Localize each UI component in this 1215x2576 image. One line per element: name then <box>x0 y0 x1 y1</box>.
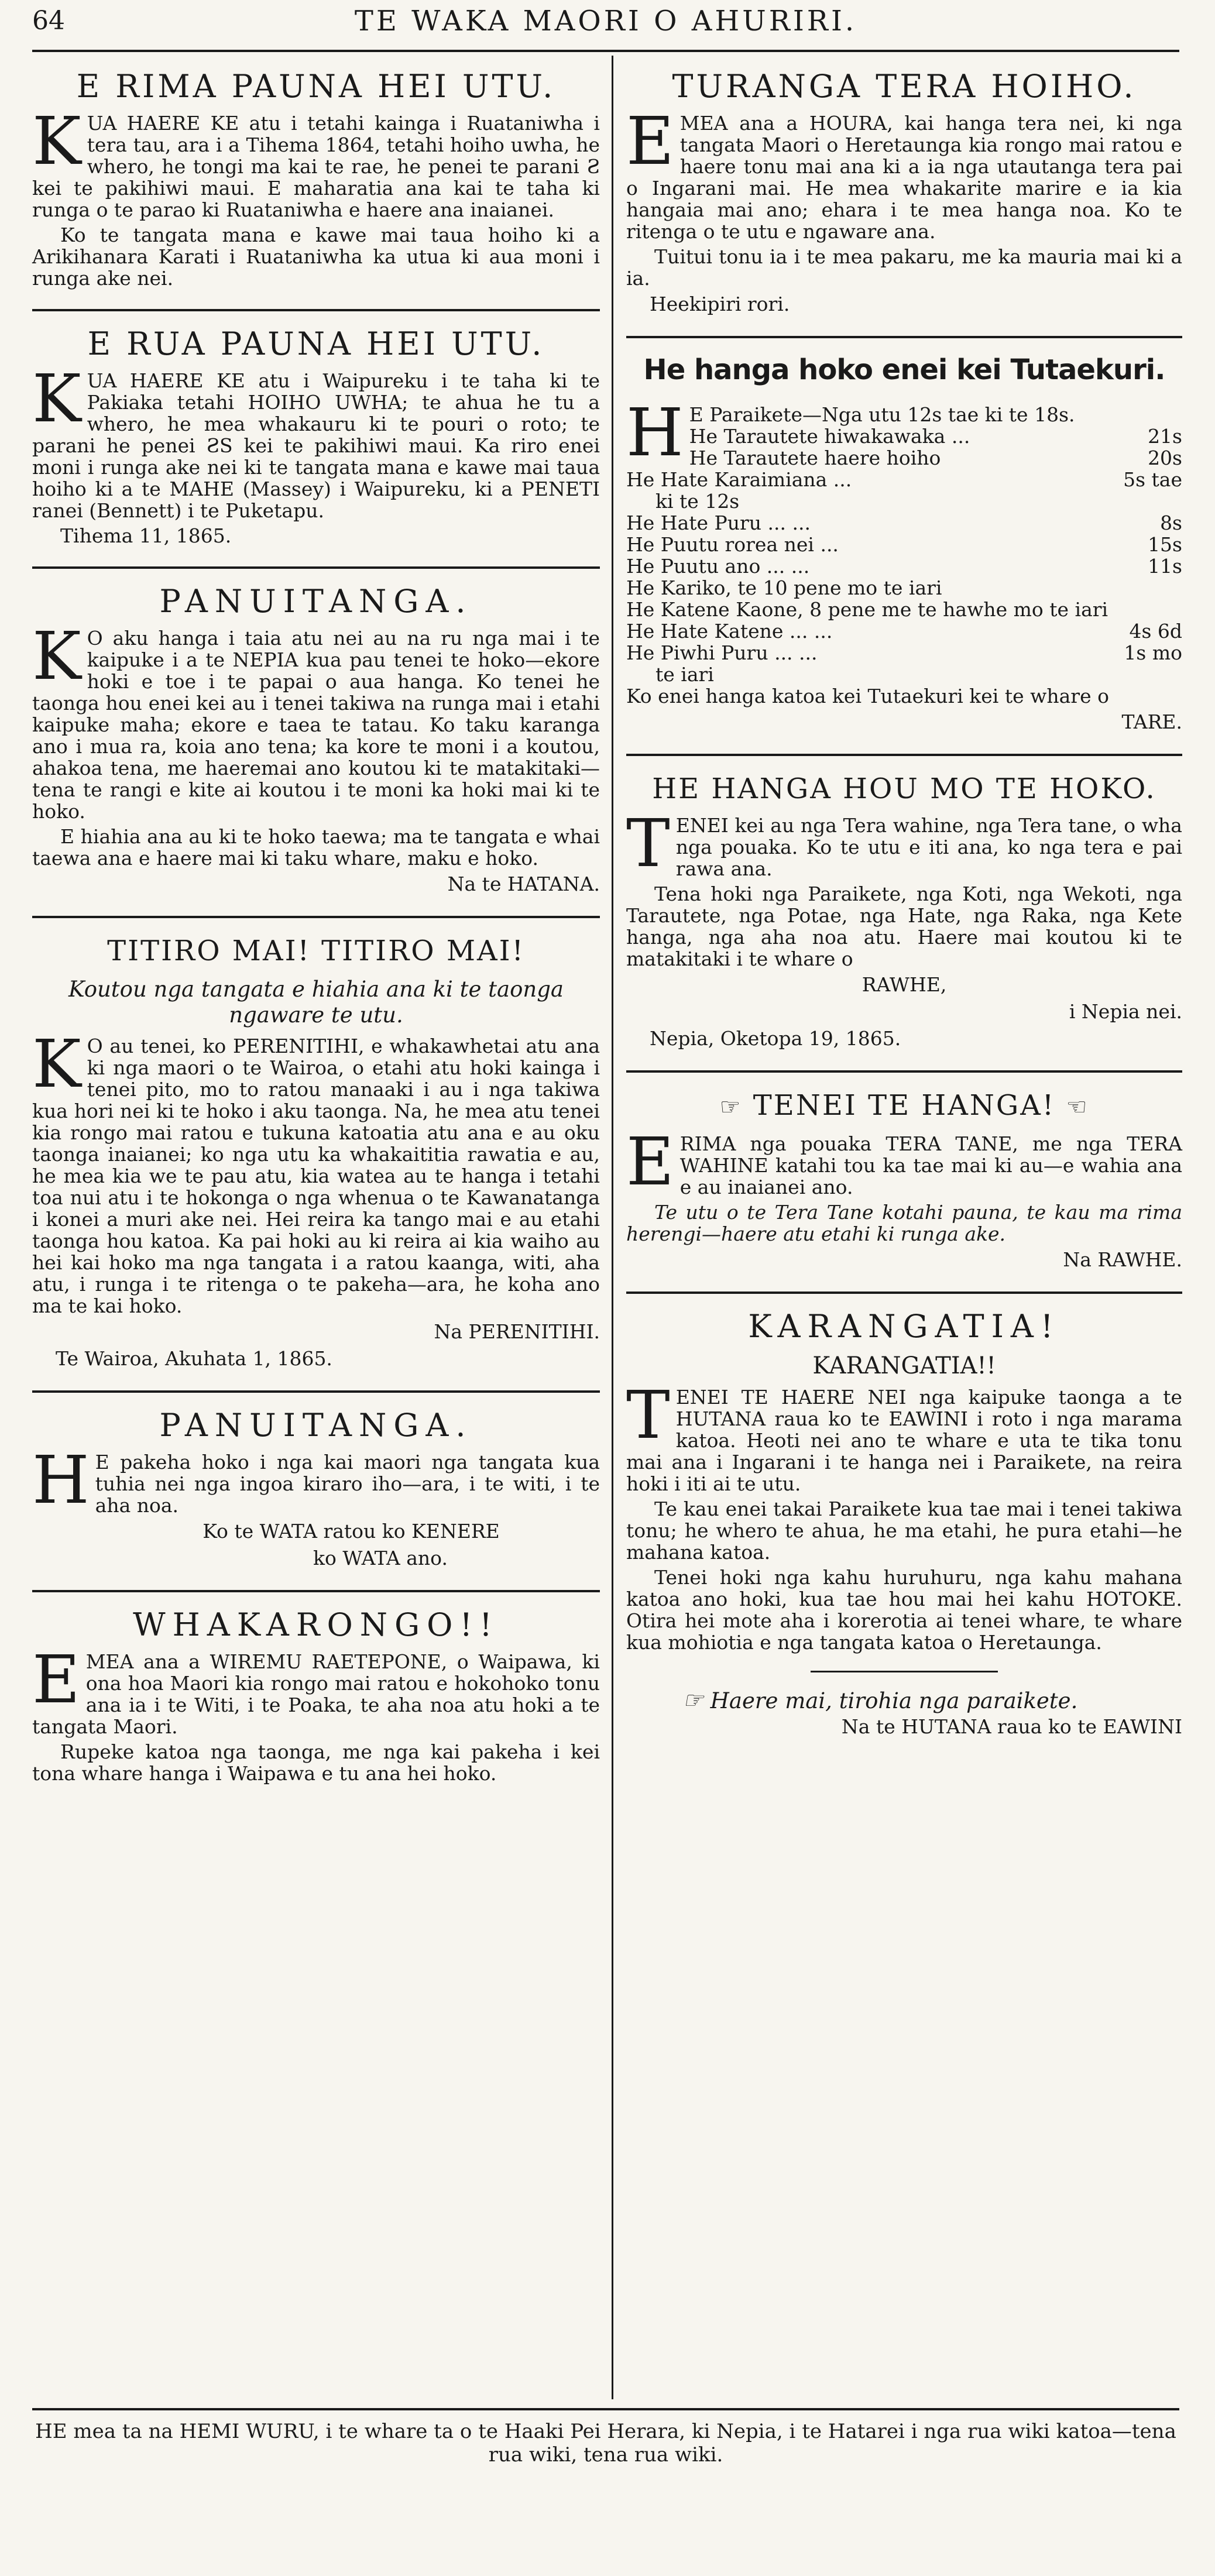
section-rule <box>32 916 600 918</box>
right-column <box>626 64 1182 1741</box>
notice-body: Te kau enei takai Paraikete kua tae mai i tenei takiwa tonu; he whero te ahua, he ma etahi, he pura etahi—he mahana katoa. <box>626 1497 1182 1564</box>
drop-cap: E <box>626 104 674 180</box>
drop-cap: E <box>32 1642 80 1718</box>
notice-title-row <box>626 1088 1182 1125</box>
notice-body: RIMA nga pouaka TERA TANE, me nga TERA WAHINE katahi tou ka tae mai ki au—e wahia ana e au inaianei ano. <box>679 1132 1182 1198</box>
running-head: TE WAKA MAORI O AHURIRI. <box>354 5 857 37</box>
notice-body: Ko enei hanga katoa kei Tutaekuri kei te whare o <box>626 685 1109 707</box>
pointing-hand-right-icon: ☞ <box>682 1687 703 1714</box>
notice-turanga-tera-hoiho <box>626 69 1182 316</box>
notice-body: O au tenei, ko PERENITIHI, e whakawhetai atu ana ki nga maori o te Wairoa, o etahi atu hoki kainga i tenei pito, mo to ratou manaaki i au i nga takiwa kua hori nei ki te hoko i aku taonga. Na, he mea atu tenei kia rongo mai ratou e tukuna katoatia atu ana e au oku taonga inaianei; ko nga utu ka whakaititia rawatia e au, he mea kia we te pau atu, kia watea au te hanga i tetahi toa nui atu i te hokonga o nga whenua o te Kawanatanga i konei a muri ake nei. Hei reira ka tango mai e au etahi taonga hou katoa. Ka pai hoki au ki reira ai kia waiho au hei kai hoko ma nga tangata i a ratou kaanga, witi, aha atu, i runga i te ritenga o te pakeha—ara, he koha ano ma te kai hoko. <box>32 1035 600 1317</box>
notice-subheading: Koutou nga tangata e hiahia ana ki te taonga ngaware te utu. <box>68 977 564 1028</box>
notice-title: HE HANGA HOU MO TE HOKO. <box>652 772 1156 805</box>
section-rule <box>626 1070 1182 1073</box>
drop-cap: K <box>32 104 81 180</box>
drop-cap: K <box>32 1026 81 1102</box>
notice-whakarongo <box>32 1608 600 1784</box>
notice-body: UA HAERE KE atu i Waipureku i te taha ki te Pakiaka tetahi HOIHO UWHA; te ahua he tu a whero, he mea whakauru ki te pouri o roto; te parani he penei ƧS kei te pakihiwi maui. Ka riro enei moni i runga ake nei ki te tangata mana e kawe mai taua hoiho ki a te MAHE (Massey) i Waipureku, ki a PENETI ranei (Bennett) i te Puketapu. <box>32 369 600 522</box>
notice-body: MEA ana a HOURA, kai hanga tera nei, ki nga tangata Maori o Heretaunga kia rongo mai ratou e haere tonu mai ana ki a ia nga utautanga tera pai o Ingarani mai. He mea whakarite marire e ia kia hangaia mai ano; ehara i te mea hanga noa. Ko te ritenga o te utu e ngaware ana. <box>626 112 1182 243</box>
notice-body: Tenei hoki nga kahu huruhuru, nga kahu mahana katoa ano hoki, kua tae hou mai hei kahu HOTOKE. Otira hei mote aha i korerotia ai tenei whare, te whare kua mohiotia e nga tangata katoa o Heretaunga. <box>626 1566 1182 1654</box>
section-rule <box>626 754 1182 756</box>
section-rule <box>626 1292 1182 1294</box>
notice-body: O aku hanga i taia atu nei au na ru nga mai i te kaipuke i a te NEPIA kua pau tenei te hoko—ekore hoki e toe i te papai o aua hanga. Ko tenei he taonga hou enei kei au i tenei takiwa na runga mai i etahi kaipuke maha; ekore e taea te tatau. Ko taku karanga ano i mua ra, koia ano tena; ka kore te moni i a koutou, ahakoa tena, me haeremai ano koutou ki te matakitaki—tena te rangi e kite ai koutou i te moni ka hoki mai ki te hoko. <box>32 627 600 823</box>
drop-cap: H <box>32 1442 90 1519</box>
notice-panuitanga-hatana <box>32 584 600 896</box>
pointing-hand-left-icon: ☜ <box>1066 1094 1089 1121</box>
section-rule <box>32 309 600 311</box>
price-item: He Puutu ano ... ... 11s <box>626 555 1182 578</box>
notice-date: Te Wairoa, Akuhata 1, 1865. <box>56 1347 332 1370</box>
section-rule <box>32 1390 600 1393</box>
section-rule <box>32 566 600 569</box>
notice-tutaekuri-price-list <box>626 353 1182 734</box>
pointing-hand-right-icon: ☞ <box>719 1094 743 1121</box>
notice-signature: TARE. <box>1121 710 1182 733</box>
notice-signature: ko WATA ano. <box>313 1547 448 1569</box>
price-item: He Tarautete haere hoiho 20s <box>689 446 1182 469</box>
notice-body: Rupeke katoa nga taonga, me nga kai pakeha i kei tona whare hanga i Waipawa e tu ana hei hoko. <box>32 1740 600 1785</box>
notice-body: Ko te tangata mana e kawe mai taua hoiho ki a Arikihanara Karati i Ruataniwha ka utua ki aua moni i runga ake nei. <box>32 224 600 290</box>
notice-subtitle: KARANGATIA!! <box>812 1352 996 1379</box>
notice-body: ENEI kei au nga Tera wahine, nga Tera tane, o wha nga pouaka. Ko te utu e iti ana, ko nga tera e pai rawa ana. <box>675 814 1182 880</box>
notice-reward-two-pounds <box>32 327 600 547</box>
drop-cap: K <box>32 619 81 695</box>
price-item: He Hate Puru ... ... 8s <box>626 511 1182 534</box>
price-item: He Puutu rorea nei ... 15s <box>626 533 1182 556</box>
short-rule <box>811 1671 998 1672</box>
drop-cap: T <box>626 1378 670 1454</box>
notice-signature: i Nepia nei. <box>1069 1000 1182 1023</box>
notice-body: Tena hoki nga Paraikete, nga Koti, nga Wekoti, nga Tarautete, nga Potae, nga Hate, nga Raka, nga Kete hanga, nga aha noa atu. Haere mai koutou ki te matakitaki i te whare o <box>626 882 1182 970</box>
notice-signature: Ko te WATA ratou ko KENERE <box>203 1520 500 1543</box>
notice-title: E RUA PAUNA HEI UTU. <box>87 325 545 362</box>
notice-hanga-hou <box>626 771 1182 1050</box>
price-item: He Hate Katene ... ... 4s 6d <box>626 620 1182 643</box>
notice-signature: Na te HUTANA raua ko te EAWINI <box>841 1715 1182 1738</box>
notice-body: MEA ana a WIREMU RAETEPONE, o Waipawa, ki ona hoa Maori kia rongo mai ratou e hokohoko tonu ana ia i te Witi, i te Poaka, te aha noa atu hoki a te tangata Maori. <box>32 1650 600 1738</box>
notice-title: KARANGATIA! <box>748 1308 1060 1345</box>
notice-title: TITIRO MAI! TITIRO MAI! <box>107 935 525 967</box>
notice-titiro-mai <box>32 933 600 1371</box>
notice-body: E hiahia ana au ki te hoko taewa; ma te tangata e whai taewa ana e haere mai ki taku whare, maku e hoko. <box>32 825 600 870</box>
price-item: He Tarautete hiwakawaka ... 21s <box>689 425 1182 448</box>
notice-signature: Na te HATANA. <box>447 873 600 895</box>
section-rule <box>32 1590 600 1592</box>
notice-title: TENEI TE HANGA! <box>753 1089 1056 1122</box>
notice-reward-five-pounds <box>32 69 600 289</box>
drop-cap: T <box>626 806 670 882</box>
price-item: He Hate Karaimiana ... 5s tae <box>626 468 1182 491</box>
notice-signature: Heekipiri rori. <box>650 293 790 315</box>
notice-signature: Na PERENITIHI. <box>434 1320 600 1343</box>
notice-signature: Na RAWHE. <box>1063 1248 1182 1271</box>
notice-title: He hanga hoko enei kei Tutaekuri. <box>643 353 1165 386</box>
notice-body: UA HAERE KE atu i tetahi kainga i Ruataniwha i tera tau, ara i a Tihema 1864, tetahi hoiho uwha, he whero, he tongi ma kai te rae, he penei te parani Ƨ kei te pakihiwi maui. E maharatia ana kai te taha ki runga o te parao ki Ruataniwha e haere ana inaianei. <box>32 112 600 221</box>
price-item: te iari <box>655 663 714 686</box>
price-item: ki te 12s <box>655 490 740 513</box>
notice-tenei-te-hanga <box>626 1088 1182 1272</box>
imprint-footer: HE mea ta na HEMI WURU, i te whare ta o te Haaki Pei Herara, ki Nepia, i te Hatarei i nga rua wiki katoa—tena rua wiki, tena rua wiki. <box>32 2408 1179 2467</box>
page-number: 64 <box>32 6 65 36</box>
price-item: E Paraikete—Nga utu 12s tae ki te 18s. <box>689 403 1075 426</box>
section-rule <box>626 336 1182 338</box>
price-item: He Piwhi Puru ... ... 1s mo <box>626 641 1182 664</box>
notice-title: PANUITANGA. <box>159 1407 473 1444</box>
drop-cap: E <box>626 1124 674 1200</box>
notice-title: PANUITANGA. <box>159 583 473 620</box>
price-item: He Kariko, te 10 pene mo te iari <box>626 576 942 599</box>
price-list <box>626 395 1182 686</box>
notice-title: WHAKARONGO!! <box>133 1606 499 1643</box>
notice-signature: RAWHE, <box>862 973 947 996</box>
page-header <box>32 0 1179 52</box>
notice-panuitanga-wata <box>32 1408 600 1570</box>
column-divider <box>612 56 613 2399</box>
notice-italic-body: Te utu o te Tera Tane kotahi pauna, te kau ma rima herengi—haere atu etahi ki runga ake. <box>626 1201 1182 1245</box>
notice-italic-body: ☞ Haere mai, tirohia nga paraikete. <box>626 1690 1182 1712</box>
notice-body: ENEI TE HAERE NEI nga kaipuke taonga a te HUTANA raua ko te EAWINI i roto i nga marama katoa. Heoti nei ano te whare e uta te tika tonu mai ana i Ingarani i te hanga nei i Paraikete, na reira hoki i iti ai te utu. <box>626 1386 1182 1495</box>
notice-date: Tihema 11, 1865. <box>60 524 232 547</box>
price-item: He Katene Kaone, 8 pene me te hawhe mo te iari <box>626 598 1108 621</box>
left-column <box>32 64 600 1788</box>
notice-body: E pakeha hoko i nga kai maori nga tangata kua tuhia nei nga ingoa kiraro iho—ara, i te witi, i te aha noa. <box>95 1451 600 1517</box>
notice-title: TURANGA TERA HOIHO. <box>672 68 1137 105</box>
drop-cap: H <box>626 395 684 471</box>
notice-body: Tuitui tonu ia i te mea pakaru, me ka mauria mai ki a ia. <box>626 245 1182 290</box>
notice-date: Nepia, Oketopa 19, 1865. <box>650 1027 901 1050</box>
notice-karangatia <box>626 1309 1182 1739</box>
drop-cap: K <box>32 361 81 437</box>
notice-title: E RIMA PAUNA HEI UTU. <box>76 68 556 105</box>
